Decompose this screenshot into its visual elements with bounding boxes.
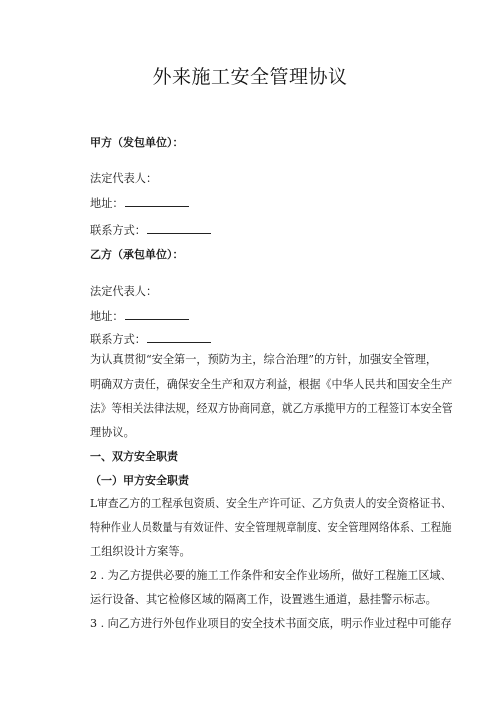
party-a-address-field bbox=[90, 196, 189, 211]
item-1-line-1: L审查乙方的工程承包资质、安全生产许可证、乙方负责人的安全资格证书、 bbox=[90, 497, 452, 510]
party-b-contact-label: 联系方式： bbox=[90, 333, 146, 346]
party-b-contact-blank bbox=[147, 332, 211, 343]
preamble-line-1: 为认真贯彻“安全第一，预防为主，综合治理”的方针，加强安全管理， bbox=[90, 353, 438, 366]
party-b-heading: 乙方（承包单位）： bbox=[90, 248, 184, 261]
party-b-address-field bbox=[90, 309, 189, 324]
document-title: 外来施工安全管理协议 bbox=[152, 66, 348, 88]
party-a-address-label: 地址： bbox=[90, 197, 124, 210]
party-b-address-label: 地址： bbox=[90, 310, 124, 323]
party-a-legal-rep-label: 法定代表人： bbox=[90, 172, 158, 185]
party-b-address-blank bbox=[125, 309, 189, 320]
item-2-line-2: 运行设备、其它检修区域的隔离工作，设置逃生通道，悬挂警示标志。 bbox=[90, 593, 437, 606]
item-2-line-1: 2 . 为乙方提供必要的施工工作条件和安全作业场所，做好工程施工区域、 bbox=[90, 569, 452, 582]
item-1-line-3: 工组织设计方案等。 bbox=[90, 545, 191, 558]
preamble-line-2: 明确双方责任，确保安全生产和双方利益，根据《中华人民共和国安全生产 bbox=[90, 378, 453, 391]
item-3-line-1: 3 . 向乙方进行外包作业项目的安全技术书面交底，明示作业过程中可能存 bbox=[90, 617, 452, 630]
party-a-heading: 甲方（发包单位）： bbox=[90, 136, 184, 149]
party-a-address-blank bbox=[125, 196, 189, 207]
preamble-line-3: 法》等相关法律法规，经双方协商同意，就乙方承揽甲方的工程签订本安全管 bbox=[90, 402, 453, 415]
party-b-contact-field bbox=[90, 332, 211, 347]
party-a-contact-blank bbox=[147, 223, 211, 234]
subsection-1-heading: （一）甲方安全职责 bbox=[90, 474, 189, 487]
preamble-line-4: 理协议。 bbox=[90, 426, 135, 439]
party-a-contact-field bbox=[90, 223, 211, 238]
item-1-line-2: 特种作业人员数量与有效证件、安全管理规章制度、安全管理网络体系、工程施 bbox=[90, 521, 452, 534]
party-a-contact-label: 联系方式： bbox=[90, 224, 146, 237]
party-b-legal-rep-label: 法定代表人： bbox=[90, 285, 158, 298]
section-1-heading: 一、双方安全职责 bbox=[90, 450, 178, 463]
